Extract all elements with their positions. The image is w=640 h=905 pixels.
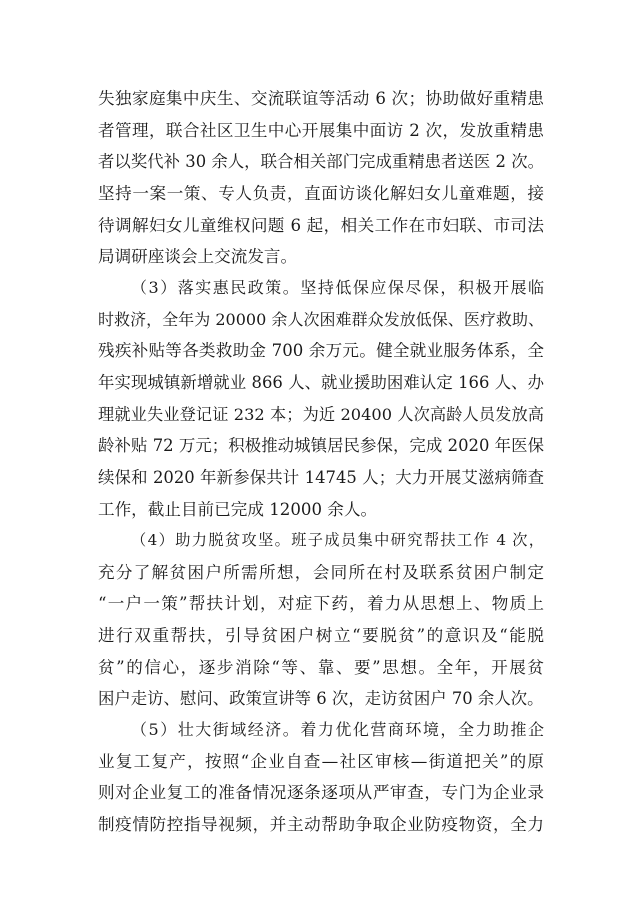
- text-line: 充分了解贫困户所需所想，会同所在村及联系贫困户制定: [98, 562, 544, 582]
- text-line: 局调研座谈会上交流发言。: [98, 247, 298, 267]
- paragraph-2: [98, 272, 544, 526]
- text-line: 者以奖代补 30 余人，联合相关部门完成重精患者送医 2 次。: [98, 152, 544, 172]
- text-line: 坚持一案一策、专人负责，直面访谈化解妇女儿童难题，接: [98, 184, 544, 204]
- text-line: 时救济，全年为 20000 余人次困难群众发放低保、医疗救助、: [98, 309, 544, 329]
- text-line: 贫”的信心，逐步消除“等、靠、要”思想。全年，开展贫: [98, 657, 544, 677]
- text-line: 失独家庭集中庆生、交流联谊等活动 6 次；协助做好重精患: [98, 89, 544, 108]
- text-line: 年实现城镇新增就业 866 人、就业援助困难认定 166 人、办: [98, 373, 544, 393]
- text-line: 进行双重帮扶，引导贫困户树立“要脱贫”的意识及“能脱: [98, 626, 544, 646]
- text-line: （4）助力脱贫攻坚。班子成员集中研究帮扶工作 4 次，: [131, 531, 544, 549]
- text-line: 则对企业复工的准备情况逐条逐项从严审查，专门为企业录: [98, 783, 544, 803]
- text-line: 业复工复产，按照“企业自查—社区审核—街道把关”的原: [98, 751, 544, 771]
- text-line: 者管理，联合社区卫生中心开展集中面访 2 次，发放重精患: [98, 120, 544, 140]
- text-line: “一户一策”帮扶计划，对症下药，着力从思想上、物质上: [98, 594, 544, 614]
- text-line: 龄补贴 72 万元；积极推动城镇居民参保，完成 2020 年医保: [98, 436, 544, 456]
- text-line: 待调解妇女儿童维权问题 6 起，相关工作在市妇联、市司法: [98, 215, 544, 235]
- text-line: 制疫情防控指导视频，并主动帮助争取企业防疫物资，全力: [98, 815, 544, 835]
- text-line: 理就业失业登记证 232 本；为近 20400 人次高龄人员发放高: [98, 404, 544, 424]
- text-line: 工作，截止目前已完成 12000 余人。: [98, 499, 378, 519]
- paragraph-4: [98, 714, 544, 841]
- text-line: 残疾补贴等各类救助金 700 余万元。健全就业服务体系，全: [98, 341, 544, 361]
- paragraph-3: [98, 525, 544, 715]
- text-line: （5）壮大街域经济。着力优化营商环境，全力助推企: [131, 720, 544, 739]
- text-line: 续保和 2020 年新参保共计 14745 人；大力开展艾滋病筛查: [98, 468, 544, 488]
- text-line: （3）落实惠民政策。坚持低保应保尽保，积极开展临: [131, 278, 544, 297]
- paragraph-1: [98, 83, 544, 273]
- text-line: 困户走访、慰问、政策宣讲等 6 次，走访贫困户 70 余人次。: [98, 689, 544, 709]
